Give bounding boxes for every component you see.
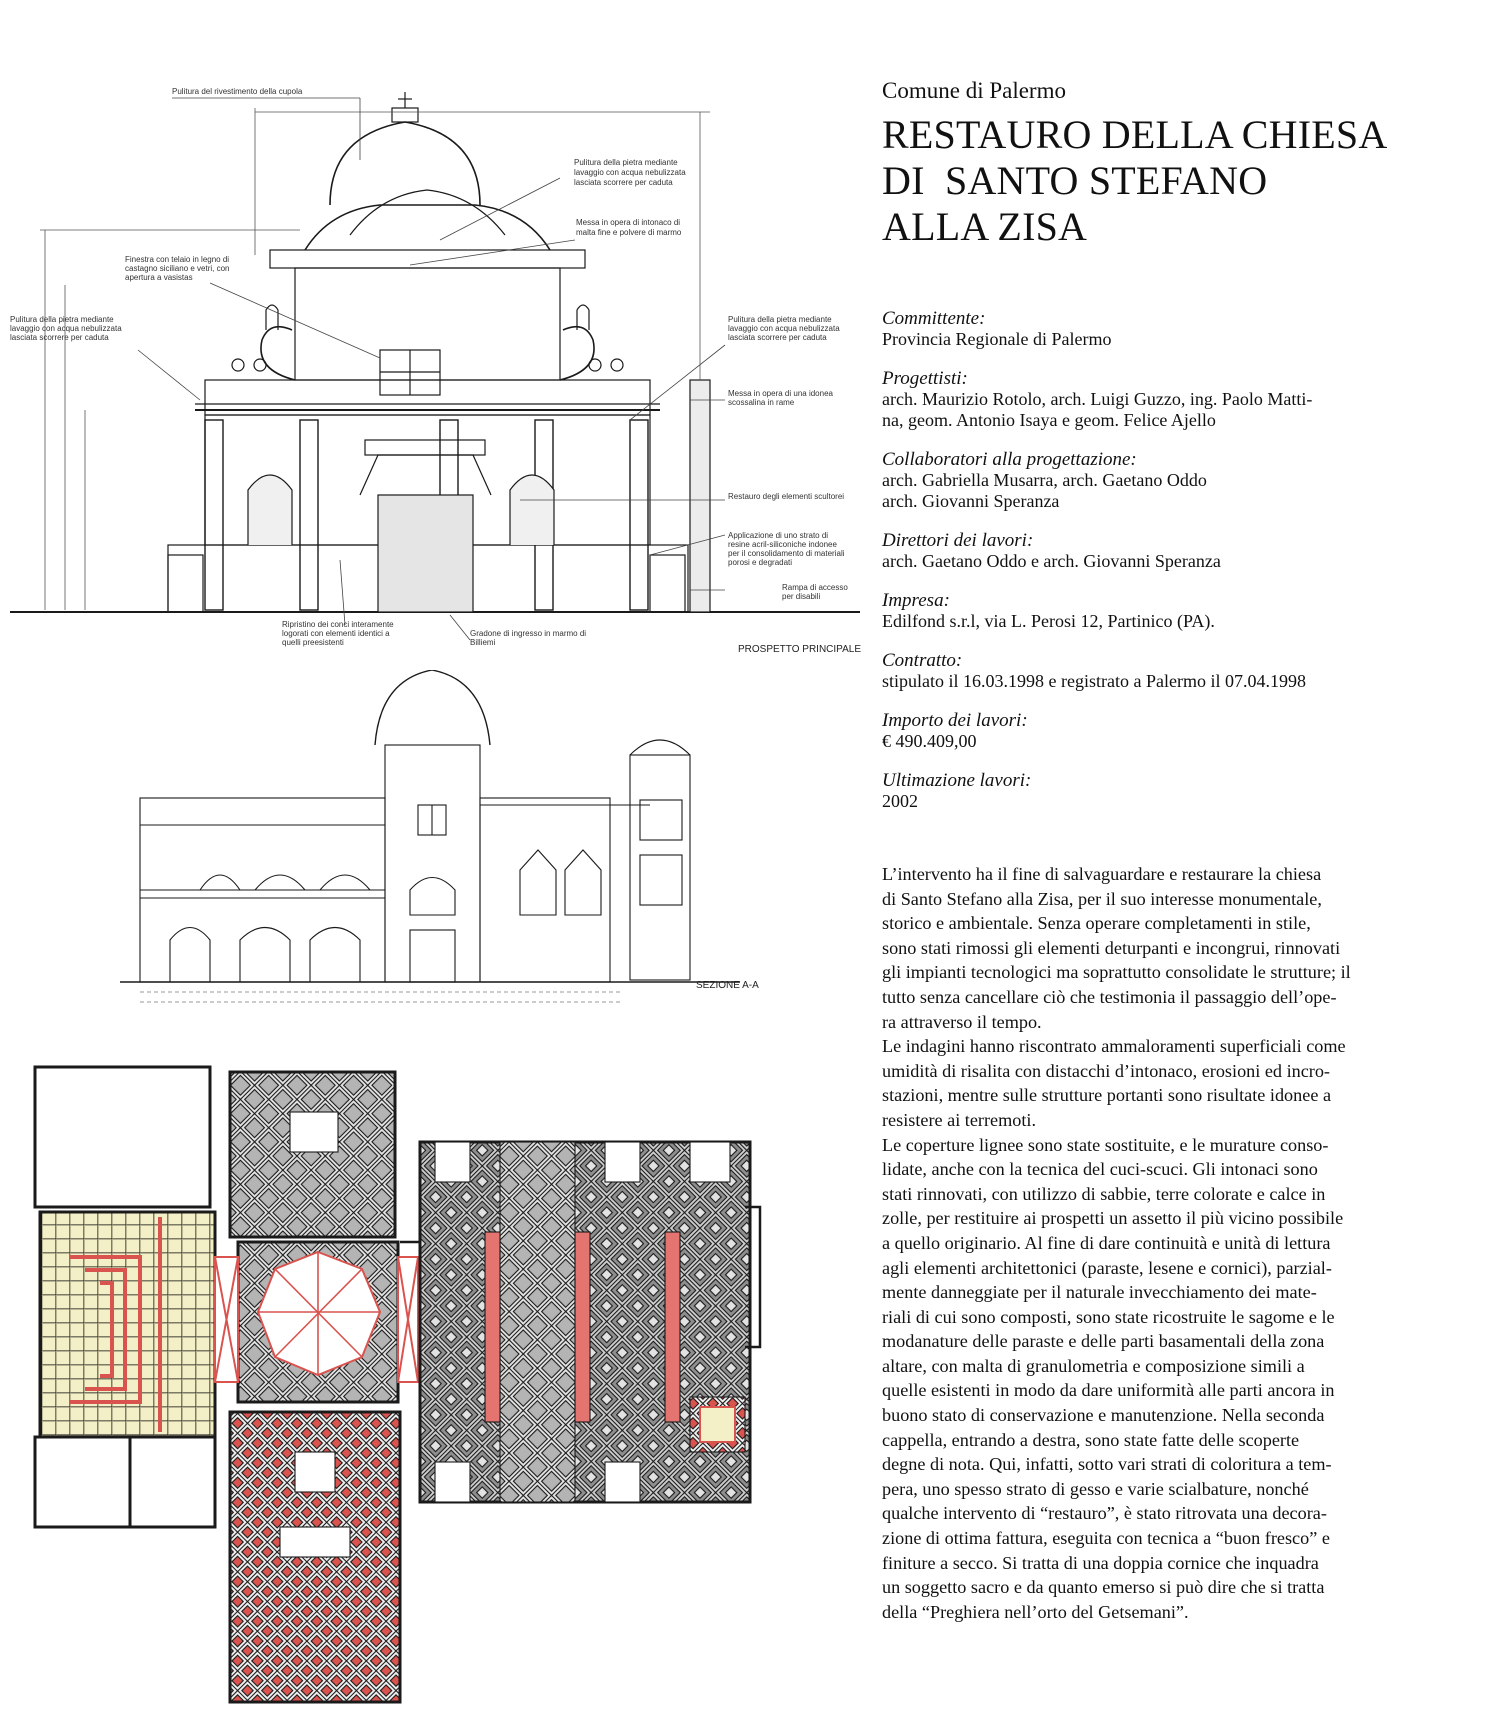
facade-note: malta fine e polvere di marmo bbox=[576, 228, 682, 237]
facade-note: castagno siciliano e vetri, con bbox=[125, 264, 230, 273]
description-text bbox=[882, 862, 1427, 1624]
credit-completion bbox=[882, 770, 1427, 812]
paragraph: L’intervento ha il fine di salvaguardare e restaurare la chiesa di Santo Stefano alla Zisa, per il suo interesse monumentale, storico e ambientale. Senza operare completamenti in stile, sono stati rimossi gli elementi deturpanti e incongrui, rinnovati gli impianti tecnologici ma soprattutto consolidate le strutture; il tutto senza cancellare ciò che testimonia il passaggio dell’ope- ra attraverso il tempo. bbox=[882, 864, 1351, 1032]
credit-label: Collaboratori alla progettazione: bbox=[882, 449, 1137, 470]
facade-note: quelli preesistenti bbox=[282, 638, 344, 647]
credit-collaborators bbox=[882, 449, 1427, 512]
facade-note: Rampa di accesso bbox=[782, 583, 848, 592]
facade-note: Messa in opera di intonaco di bbox=[576, 218, 681, 227]
credit-label: Impresa: bbox=[882, 590, 950, 611]
facade-elevation-drawing bbox=[0, 0, 870, 670]
facade-note: logorati con elementi identici a bbox=[282, 629, 390, 638]
credit-value: 2002 bbox=[882, 791, 918, 811]
facade-note: lasciata scorrere per caduta bbox=[10, 333, 109, 342]
credit-value: Edilfond s.r.l, via L. Perosi 12, Partinico (PA). bbox=[882, 611, 1215, 631]
facade-note: Finestra con telaio in legno di bbox=[125, 255, 230, 264]
facade-note: Restauro degli elementi scultorei bbox=[728, 492, 845, 501]
section-caption: SEZIONE A-A bbox=[696, 980, 759, 991]
facade-note: Ripristino dei conci interamente bbox=[282, 620, 394, 629]
longitudinal-section-drawing bbox=[0, 670, 870, 1070]
credit-value: Provincia Regionale di Palermo bbox=[882, 329, 1112, 349]
paragraph: Le indagini hanno riscontrato ammaloramenti superficiali come umidità di risalita con distacchi d’intonaco, erosioni ed incro- stazioni, mentre sulle strutture portanti sono risultate idonee a resistere ai terremoti. bbox=[882, 1036, 1346, 1130]
facade-note: lavaggio con acqua nebulizzata bbox=[728, 324, 840, 333]
facade-note: Pulitura del rivestimento della cupola bbox=[172, 87, 303, 96]
credit-client bbox=[882, 308, 1427, 350]
facade-note: porosi e degradati bbox=[728, 558, 793, 567]
facade-note: Messa in opera di una idonea bbox=[728, 389, 833, 398]
credit-value: stipulato il 16.03.1998 e registrato a Palermo il 07.04.1998 bbox=[882, 671, 1306, 691]
credit-label: Committente: bbox=[882, 308, 986, 329]
facade-note: lasciata scorrere per caduta bbox=[728, 333, 827, 342]
facade-note: Pulitura della pietra mediante bbox=[728, 315, 832, 324]
page-title bbox=[882, 112, 1427, 250]
text-column bbox=[882, 78, 1427, 1624]
credit-amount bbox=[882, 710, 1427, 752]
project-credits bbox=[882, 308, 1427, 812]
facade-note: Pulitura della pietra mediante bbox=[10, 315, 114, 324]
credit-value: arch. Gaetano Oddo e arch. Giovanni Speranza bbox=[882, 551, 1221, 571]
facade-caption: PROSPETTO PRINCIPALE bbox=[738, 644, 861, 655]
facade-note: resine acril-siliconiche indonee bbox=[728, 540, 837, 549]
facade-note: Billiemi bbox=[470, 638, 496, 647]
credit-label: Importo dei lavori: bbox=[882, 710, 1028, 731]
facade-note: lavaggio con acqua nebulizzata bbox=[574, 168, 686, 177]
facade-note: scossalina in rame bbox=[728, 398, 795, 407]
facade-note: apertura a vasistas bbox=[125, 273, 193, 282]
credit-contract bbox=[882, 650, 1427, 692]
paragraph: Le coperture lignee sono state sostituite, e le murature conso- lidate, anche con la tecnica del cuci-scuci. Gli intonaci sono stati rinnovati, con utilizzo di sabbie, terre colorate e calce in zolle, per restituire ai prospetti un assetto il più vicino possibile a quello originario. Al fine di dare continuità e unità di lettura agli elementi architettonici (paraste, lesene e cornici), parzial- mente danneggiate per il naturale invecchiamento dei mate- riali di cui sono composti, sono state ricostruite le sagome e le modanature delle paraste e delle parti basamentali della zona altare, con malta di granulometria e composizione simili a quelle esistenti in modo da dare uniformità alle parti ancora in buono stato di conservazione e manutenzione. Nella seconda cappella, entrando a destra, sono state fatte delle scoperte degne di nota. Qui, infatti, sotto vari strati di coloritura a tem- pera, uno spesso strato di gesso e varie scialbature, nonché qualche intervento di “restauro”, è stato ritrovata una decora- zione di ottima fattura, eseguita con tecnica a “buon fresco” e finiture a secco. Si tratta di una doppia cornice che inquadra un soggetto sacro e da quanto emerso si può dire che si tratta della “Preghiera nell’orto del Getsemani”. bbox=[882, 1134, 1344, 1622]
municipality-line: Comune di Palermo bbox=[882, 78, 1066, 103]
credit-value: arch. Gabriella Musarra, arch. Gaetano Oddo arch. Giovanni Speranza bbox=[882, 470, 1207, 511]
credit-label: Contratto: bbox=[882, 650, 963, 671]
credit-directors bbox=[882, 530, 1427, 572]
credit-company bbox=[882, 590, 1427, 632]
facade-note: Gradone di ingresso in marmo di bbox=[470, 629, 587, 638]
facade-note: lasciata scorrere per caduta bbox=[574, 178, 673, 187]
credit-designers bbox=[882, 368, 1427, 431]
title-line: DI SANTO STEFANO bbox=[882, 158, 1268, 203]
facade-note: per disabili bbox=[782, 592, 821, 601]
facade-note: Applicazione di uno strato di bbox=[728, 531, 829, 540]
floor-plan-drawing bbox=[0, 1057, 870, 1717]
title-line: ALLA ZISA bbox=[882, 204, 1088, 249]
title-line: RESTAURO DELLA CHIESA bbox=[882, 112, 1388, 157]
facade-note: per il consolidamento di materiali bbox=[728, 549, 845, 558]
credit-label: Direttori dei lavori: bbox=[882, 530, 1034, 551]
credit-label: Ultimazione lavori: bbox=[882, 770, 1032, 791]
credit-value: arch. Maurizio Rotolo, arch. Luigi Guzzo, ing. Paolo Matti- na, geom. Antonio Isaya e geom. Felice Ajello bbox=[882, 389, 1313, 430]
facade-note: lavaggio con acqua nebulizzata bbox=[10, 324, 122, 333]
facade-note: Pulitura della pietra mediante bbox=[574, 158, 678, 167]
credit-label: Progettisti: bbox=[882, 368, 968, 389]
credit-value: € 490.409,00 bbox=[882, 731, 977, 751]
